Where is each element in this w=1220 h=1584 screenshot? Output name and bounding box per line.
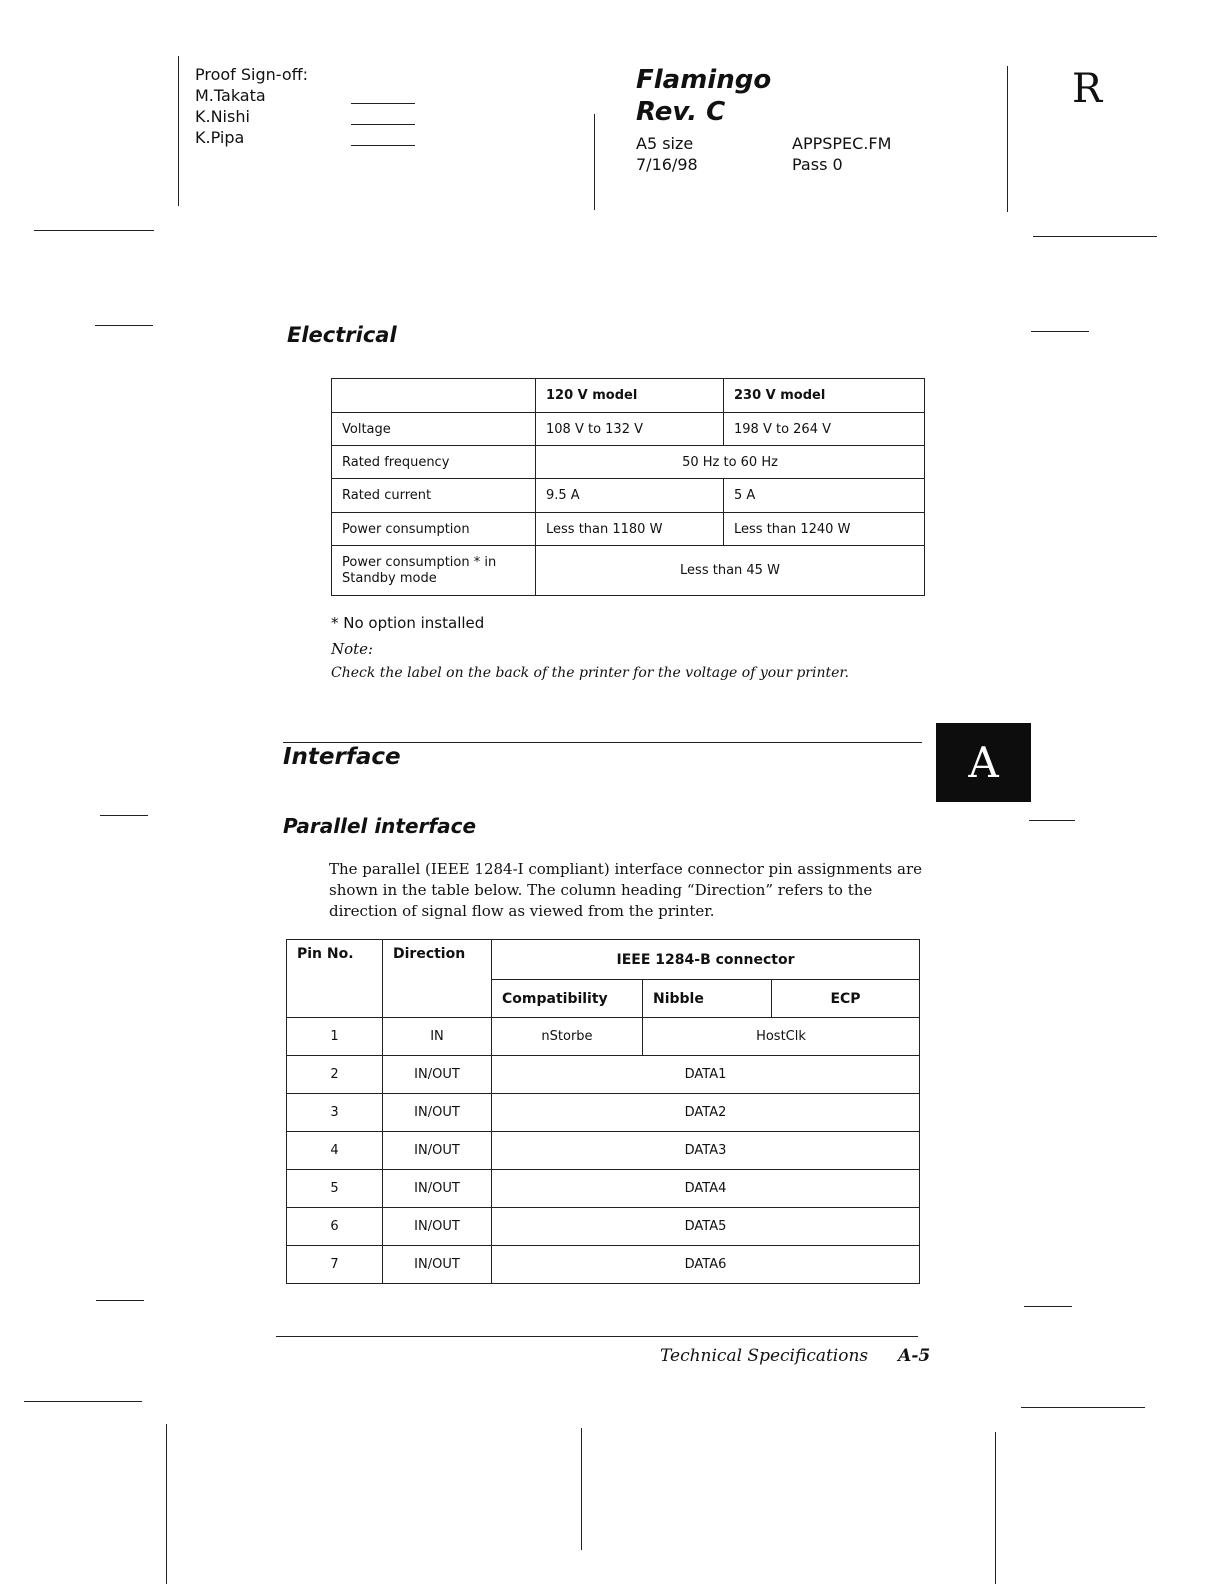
- sub-column-header: Compatibility: [492, 980, 643, 1018]
- doc-meta-right: [792, 133, 891, 175]
- row-label: Rated current: [332, 479, 536, 513]
- pin-number: 1: [287, 1018, 383, 1056]
- crop-mark: [166, 1424, 167, 1584]
- cell-value: 198 V to 264 V: [724, 413, 925, 446]
- pin-signal: DATA5: [492, 1208, 920, 1246]
- cell-value: 108 V to 132 V: [536, 413, 724, 446]
- pin-direction: IN/OUT: [383, 1132, 492, 1170]
- cell-value: Less than 45 W: [536, 546, 925, 596]
- doc-file: APPSPEC.FM: [792, 134, 892, 153]
- proof-label: Proof Sign-off:: [195, 65, 309, 84]
- pin-direction: IN/OUT: [383, 1208, 492, 1246]
- pin-signal: DATA1: [492, 1056, 920, 1094]
- pin-signal: HostClk: [643, 1018, 920, 1056]
- page-footer: [660, 1346, 930, 1366]
- table-row: [332, 446, 925, 479]
- pin-direction: IN/OUT: [383, 1246, 492, 1284]
- footer-rule: [276, 1336, 918, 1337]
- table-row: [332, 513, 925, 546]
- pin-signal: nStorbe: [492, 1018, 643, 1056]
- column-header: 120 V model: [536, 379, 724, 413]
- pin-direction: IN/OUT: [383, 1094, 492, 1132]
- signature-line: [351, 145, 415, 146]
- pin-number: 2: [287, 1056, 383, 1094]
- pin-direction: IN/OUT: [383, 1056, 492, 1094]
- note-heading: Note:: [331, 640, 374, 658]
- cell-value: 9.5 A: [536, 479, 724, 513]
- table-row: [332, 413, 925, 446]
- pin-signal: DATA2: [492, 1094, 920, 1132]
- pin-number: 4: [287, 1132, 383, 1170]
- doc-title-line1: Flamingo: [636, 65, 772, 95]
- crop-mark: [1031, 331, 1089, 332]
- crop-mark: [24, 1401, 142, 1402]
- signature-line: [351, 124, 415, 125]
- doc-pass: Pass 0: [792, 155, 843, 174]
- section-heading-interface: Interface: [283, 744, 401, 770]
- signer-name: K.Nishi: [195, 107, 250, 126]
- pin-number: 5: [287, 1170, 383, 1208]
- table-row: [332, 546, 925, 596]
- subsection-heading-parallel: Parallel interface: [283, 814, 477, 838]
- column-header-connector: IEEE 1284-B connector: [492, 940, 920, 980]
- table-row: [287, 1208, 920, 1246]
- cell-value: 5 A: [724, 479, 925, 513]
- footnote: * No option installed: [331, 614, 485, 632]
- section-rule: [283, 742, 922, 743]
- table-row: [287, 1018, 920, 1056]
- row-label: Rated frequency: [332, 446, 536, 479]
- crop-mark: [1021, 1407, 1145, 1408]
- note-text: Check the label on the back of the printer for the voltage of your printer.: [331, 665, 849, 681]
- signer-name: M.Takata: [195, 86, 266, 105]
- page-number: A-5: [898, 1346, 931, 1366]
- crop-mark: [96, 1300, 144, 1301]
- table-row: [287, 1094, 920, 1132]
- signer-name: K.Pipa: [195, 128, 245, 147]
- table-corner-cell: [332, 379, 536, 413]
- crop-mark: [100, 815, 148, 816]
- pin-number: 3: [287, 1094, 383, 1132]
- doc-title-line2: Rev. C: [636, 97, 726, 127]
- pin-assignment-table: [286, 939, 920, 1284]
- footer-section: Technical Specifications: [660, 1346, 869, 1366]
- intro-paragraph: The parallel (IEEE 1284-I compliant) interface connector pin assignments are shown in the table below. The column heading “Direction” refers to the direction of signal flow as viewed from the printer.: [329, 860, 923, 920]
- crop-mark: [178, 56, 179, 206]
- pin-number: 7: [287, 1246, 383, 1284]
- doc-meta-left: [636, 133, 698, 175]
- doc-size: A5 size: [636, 134, 694, 153]
- crop-mark: [1024, 1306, 1072, 1307]
- table-row: [287, 1056, 920, 1094]
- pin-direction: IN/OUT: [383, 1170, 492, 1208]
- pin-signal: DATA3: [492, 1132, 920, 1170]
- table-row: [332, 479, 925, 513]
- pin-direction: IN: [383, 1018, 492, 1056]
- pin-signal: DATA6: [492, 1246, 920, 1284]
- row-label: Power consumption: [332, 513, 536, 546]
- sub-column-header: Nibble: [643, 980, 772, 1018]
- crop-mark: [95, 325, 153, 326]
- table-row: [287, 1132, 920, 1170]
- doc-title: [636, 64, 771, 128]
- row-label: Power consumption * in Standby mode: [332, 546, 536, 596]
- table-row: [287, 1246, 920, 1284]
- crop-mark: [1033, 236, 1157, 237]
- pin-signal: DATA4: [492, 1170, 920, 1208]
- cell-value: Less than 1180 W: [536, 513, 724, 546]
- row-label: Voltage: [332, 413, 536, 446]
- appendix-tab: A: [936, 723, 1031, 802]
- pin-number: 6: [287, 1208, 383, 1246]
- cell-value: Less than 1240 W: [724, 513, 925, 546]
- column-header-direction: Direction: [383, 940, 492, 1018]
- column-header: 230 V model: [724, 379, 925, 413]
- section-heading-electrical: Electrical: [287, 323, 397, 347]
- proof-signoff: [195, 64, 308, 148]
- crop-mark: [995, 1432, 996, 1584]
- crop-mark: [34, 230, 154, 231]
- crop-mark: [581, 1428, 582, 1550]
- electrical-table: [331, 378, 925, 596]
- column-header-pin: Pin No.: [287, 940, 383, 1018]
- crop-mark: [1007, 66, 1008, 212]
- signature-line: [351, 103, 415, 104]
- cell-value: 50 Hz to 60 Hz: [536, 446, 925, 479]
- crop-mark: [594, 114, 595, 210]
- doc-date: 7/16/98: [636, 155, 698, 174]
- table-row: [287, 1170, 920, 1208]
- crop-mark: [1029, 820, 1075, 821]
- sub-column-header: ECP: [772, 980, 920, 1018]
- corner-mark: R: [1072, 66, 1103, 112]
